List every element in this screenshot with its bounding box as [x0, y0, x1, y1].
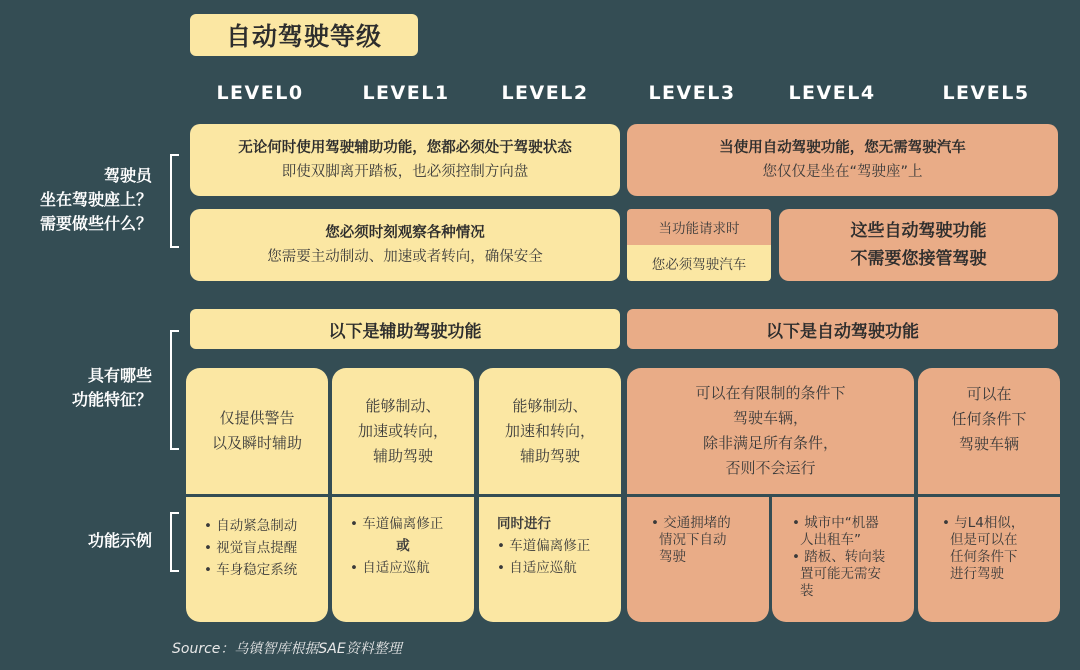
- level-34-feature-line: 否则不会运行: [725, 459, 816, 477]
- level-2-feature-line: 辅助驾驶: [519, 446, 580, 465]
- level-3-example-line: 驾驶: [659, 549, 686, 565]
- level-4-example-line: • 踏板、转向装: [792, 549, 886, 565]
- level-5-example-line: 进行驾驶: [950, 566, 1004, 582]
- level-3-example-line: 情况下自动: [659, 532, 727, 548]
- level-0-example-item: • 车身稳定系统: [204, 562, 298, 578]
- level-1-feature-line: 能够制动、: [365, 396, 441, 415]
- level-0-features: [186, 368, 328, 494]
- driver-label-line3: 需要做些什么？: [39, 214, 152, 233]
- level-34-features: [627, 368, 914, 494]
- level-2-example-item: • 自适应巡航: [497, 560, 577, 576]
- level-5-example-line: 但是可以在: [950, 532, 1018, 548]
- row-divider: [186, 494, 1060, 497]
- level-34-feature-line: 除非满足所有条件，: [702, 434, 838, 452]
- level-2-header: LEVEL2: [501, 82, 589, 104]
- level-2-feature-line: 能够制动、: [512, 396, 588, 415]
- level-1-example-or: 或: [396, 538, 410, 554]
- level-2-example-heading: 同时进行: [497, 516, 551, 532]
- features-bracket: [170, 330, 179, 450]
- level-4-example-line: • 城市中“机器: [792, 515, 879, 531]
- level-5-example-line: • 与L4相似，: [942, 515, 1025, 531]
- assist-driver-bottom-box: [190, 209, 620, 281]
- level-5-feature-line: 可以在: [966, 385, 1012, 403]
- level-1-header: LEVEL1: [362, 82, 450, 104]
- level-4-example-line: 置可能无需安: [800, 566, 881, 582]
- assist-driver-bottom-text: 您需要主动制动、加速或者转向，确保安全: [267, 249, 543, 265]
- driver-label-line1: 驾驶员: [103, 166, 152, 185]
- auto-driver-bottom-line2: 不需要您接管驾驶: [850, 249, 987, 269]
- level-5-examples: [918, 497, 1060, 622]
- level-0-header: LEVEL0: [216, 82, 304, 104]
- level3-driver-bottom: 您必须驾驶汽车: [627, 245, 771, 281]
- level-0-example-item: • 自动紧急制动: [204, 518, 298, 534]
- level-0-examples: [186, 497, 328, 622]
- assist-driver-top-box: [190, 124, 620, 196]
- driver-label-line2: 坐在驾驶座上？: [39, 190, 152, 209]
- auto-driver-bottom-line1: 这些自动驾驶功能: [850, 221, 987, 241]
- level-5-feature-line: 任何条件下: [951, 410, 1027, 428]
- level-1-examples: [332, 497, 474, 622]
- features-label-line2: 功能特征？: [71, 390, 152, 409]
- level-2-features: [479, 368, 621, 494]
- auto-driver-top-box: [627, 124, 1058, 196]
- level3-driver-box: [627, 209, 771, 281]
- features-label-line1: 具有哪些: [87, 366, 152, 385]
- level-3-header: LEVEL3: [648, 82, 736, 104]
- level-2-examples: [479, 497, 621, 622]
- level-4-examples: [772, 497, 914, 622]
- level-5-example-line: 任何条件下: [950, 549, 1018, 565]
- level-5-header: LEVEL5: [942, 82, 1030, 104]
- level-1-features: [332, 368, 474, 494]
- auto-driver-top-bold: 当使用自动驾驶功能，您无需驾驶汽车: [719, 140, 966, 156]
- auto-driver-bottom-box: [779, 209, 1058, 281]
- level-1-feature-line: 加速或转向，: [357, 421, 448, 440]
- level-34-feature-line: 驾驶车辆，: [732, 409, 808, 427]
- level-1-example-item: • 自适应巡航: [350, 560, 430, 576]
- assist-driver-top-text: 即使双脚离开踏板，也必须控制方向盘: [281, 164, 529, 180]
- level-34-feature-line: 可以在有限制的条件下: [695, 384, 846, 402]
- features-row-label: [0, 364, 152, 412]
- level-4-example-line: 人出租车”: [800, 532, 861, 548]
- level-5-features: [918, 368, 1060, 494]
- page-title: 自动驾驶等级: [190, 14, 418, 56]
- auto-section-header: 以下是自动驾驶功能: [627, 309, 1058, 349]
- assist-driver-top-bold: 无论何时使用驾驶辅助功能，您都必须处于驾驶状态: [238, 140, 572, 156]
- level-5-feature-line: 驾驶车辆: [958, 435, 1019, 453]
- level-2-feature-line: 加速和转向，: [504, 421, 595, 440]
- level-4-header: LEVEL4: [788, 82, 876, 104]
- level-0-example-item: • 视觉盲点提醒: [204, 540, 298, 556]
- level-1-example-item: • 车道偏离修正: [350, 516, 444, 532]
- examples-bracket: [170, 512, 179, 572]
- driver-bracket: [170, 154, 179, 248]
- level-0-feature-line: 以及瞬时辅助: [211, 434, 302, 452]
- level-2-example-item: • 车道偏离修正: [497, 538, 591, 554]
- assist-section-header: 以下是辅助驾驶功能: [190, 309, 620, 349]
- level-0-feature-line: 仅提供警告: [219, 409, 295, 427]
- level-3-example-line: • 交通拥堵的: [651, 515, 731, 531]
- examples-row-label: 功能示例: [87, 531, 152, 550]
- level-4-example-line: 装: [800, 583, 814, 599]
- source-note: Source：乌镇智库根据SAE资料整理: [172, 641, 402, 657]
- driver-row-label: [0, 164, 152, 236]
- level-3-examples: [627, 497, 769, 622]
- auto-driver-top-text: 您仅仅是坐在“驾驶座”上: [762, 164, 923, 180]
- assist-driver-bottom-bold: 您必须时刻观察各种情况: [325, 225, 485, 241]
- level3-driver-top: 当功能请求时: [627, 209, 771, 245]
- l3-l4-divider: [769, 494, 772, 622]
- level-1-feature-line: 辅助驾驶: [372, 446, 433, 465]
